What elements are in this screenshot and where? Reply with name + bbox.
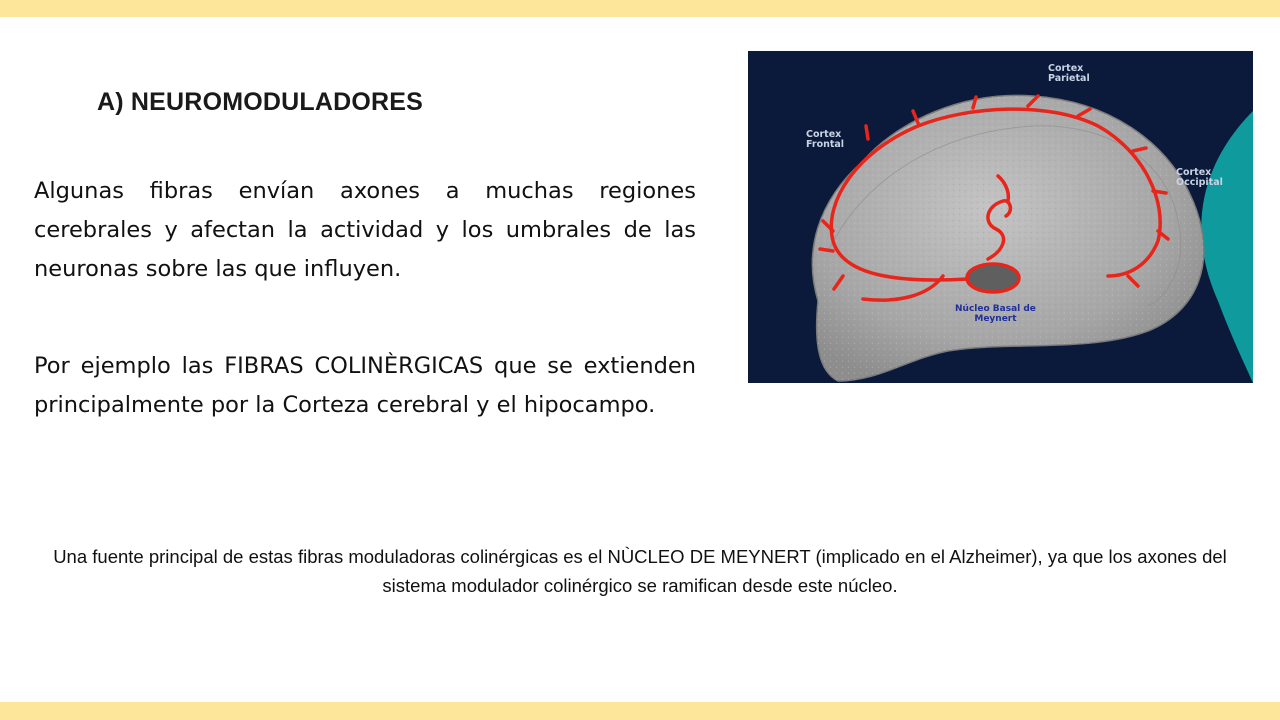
slide-title: A) NEUROMODULADORES (97, 88, 424, 116)
paragraph-cholinergic-example: Por ejemplo las FIBRAS COLINÈRGICAS que se extienden principalmente por la Corteza cerebral y el hipocampo. (34, 353, 696, 418)
top-accent-band (0, 0, 1280, 17)
footnote-meynert: Una fuente principal de estas fibras moduladoras colinérgicas es el NÙCLEO DE MEYNERT (implicado en el Alzheimer), ya que los axones del sistema modulador colinérgico se ramifican desde este núcleo. (53, 546, 1227, 596)
label-cortex-occipital: Cortex Occipital (1176, 167, 1223, 188)
label-cortex-frontal: Cortex Frontal (806, 129, 845, 150)
label-nucleo-basal-meynert: Núcleo Basal de Meynert (955, 304, 1036, 324)
bottom-accent-band (0, 702, 1280, 720)
brain-illustration (748, 51, 1253, 383)
label-cortex-parietal: Cortex Parietal (1048, 63, 1090, 84)
paragraph-neuromodulators: Algunas fibras envían axones a muchas regiones cerebrales y afectan la actividad y los umbrales de las neuronas sobre las que influyen. (34, 178, 696, 282)
brain-diagram-image (748, 51, 1253, 383)
nucleus-basalis-marker (967, 264, 1019, 292)
